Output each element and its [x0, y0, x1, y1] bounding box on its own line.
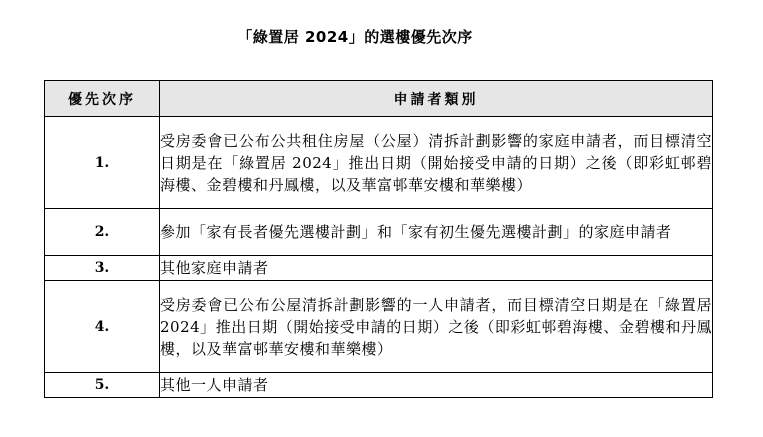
table-header-row [45, 81, 713, 117]
applicant-description: 受房委會已公布公共租住房屋（公屋）清拆計劃影響的家庭申請者，而目標清空日期是在「綠置居 2024」推出日期（開始接受申請的日期）之後（即彩虹邨碧海樓、金碧樓和丹鳳樓，以及華富邨華安樓和華樂樓） [160, 117, 713, 209]
applicant-description: 參加「家有長者優先選樓計劃」和「家有初生優先選樓計劃」的家庭申請者 [160, 209, 713, 256]
table-row [45, 281, 713, 373]
priority-number: 1. [45, 117, 160, 209]
table-row [45, 209, 713, 256]
table-row [45, 256, 713, 281]
applicant-description: 其他家庭申請者 [160, 256, 713, 281]
header-applicant-type: 申請者類別 [160, 81, 713, 117]
priority-number: 3. [45, 256, 160, 281]
priority-number: 2. [45, 209, 160, 256]
applicant-description: 其他一人申請者 [160, 373, 713, 398]
priority-number: 5. [45, 373, 160, 398]
header-priority: 優先次序 [45, 81, 160, 117]
priority-number: 4. [45, 281, 160, 373]
applicant-description: 受房委會已公布公屋清拆計劃影響的一人申請者，而目標清空日期是在「綠置居 2024」推出日期（開始接受申請的日期）之後（即彩虹邨碧海樓、金碧樓和丹鳳樓，以及華富邨華安樓和華樂樓） [160, 281, 713, 373]
document-title: 「綠置居 2024」的選樓優先次序 [237, 28, 473, 46]
priority-table [44, 80, 713, 398]
table-row [45, 373, 713, 398]
table-row [45, 117, 713, 209]
